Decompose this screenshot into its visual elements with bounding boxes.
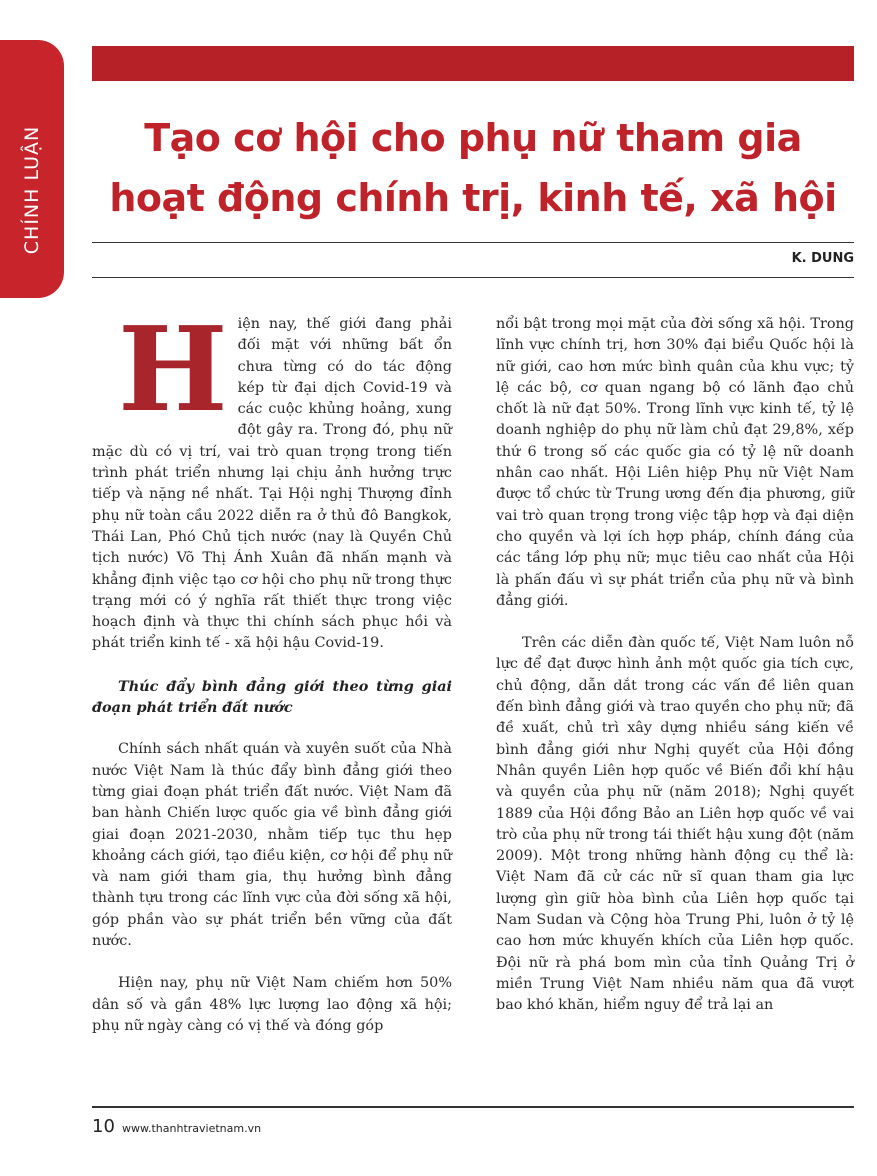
- paragraph-2: Chính sách nhất quán và xuyên suốt của Nhà nước Việt Nam là thúc đẩy bình đẳng giới theo từng giai đoạn phát triển đất nước. Việt Nam đã ban hành Chiến lược quốc gia về bình đẳng giới giai đoạn 2021-2030, nhằm tiếp tục thu hẹp khoảng cách giới, tạo điều kiện, cơ hội để phụ nữ và nam giới tham gia, thụ hưởng bình đẳng thành tựu trong các lĩnh vực của đời sống xã hội, góp phần vào sự phát triển bền vững của đất nước.: [92, 741, 452, 950]
- byline-rule-bottom: [92, 277, 854, 278]
- title-line-1: Tạo cơ hội cho phụ nữ tham gia: [144, 116, 802, 160]
- header-color-bar: [92, 46, 854, 81]
- intro-paragraph: [92, 302, 452, 655]
- section-label: CHÍNH LUẬN: [21, 125, 43, 255]
- title-line-2: hoạt động chính trị, kinh tế, xã hội: [109, 176, 837, 220]
- paragraph-3-continued: nổi bật trong mọi mặt của đời sống xã hội. Trong lĩnh vực chính trị, hơn 30% đại biểu Quốc hội là nữ giới, cao hơn mức bình quân của khu vực; tỷ lệ các bộ, cơ quan ngang bộ có lãnh đạo chủ chốt là nữ đạt 50%. Trong lĩnh vực kinh tế, tỷ lệ doanh nghiệp do phụ nữ làm chủ đạt 29,8%, xếp thứ 6 trong số các quốc gia có tỷ lệ nữ doanh nhân cao nhất. Hội Liên hiệp Phụ nữ Việt Nam được tổ chức từ Trung ương đến địa phương, giữ vai trò quan trọng trong việc tập hợp và đại diện cho quyền và lợi ích hợp pháp, chính đáng của các tầng lớp phụ nữ; mục tiêu cao nhất của Hội là phấn đấu vì sự phát triển của phụ nữ và bình đẳng giới.: [496, 316, 854, 609]
- article-column-left: [92, 302, 452, 1058]
- intro-text: iện nay, thế giới đang phải đối mặt với những bất ổn chưa từng có do tác động kép từ đại dịch Covid-19 và các cuộc khủng hoảng, xung đột gây ra. Trong đó, phụ nữ mặc dù có vị trí, vai trò quan trọng trong tiến trình phát triển nhưng lại chịu ảnh hưởng trực tiếp và nặng nề nhất. Tại Hội nghị Thượng đỉnh phụ nữ toàn cầu 2022 diễn ra ở thủ đô Bangkok, Thái Lan, Phó Chủ tịch nước (nay là Quyền Chủ tịch nước) Võ Thị Ánh Xuân đã nhấn mạnh và khẳng định việc tạo cơ hội cho phụ nữ trong thực trạng mới có ý nghĩa rất thiết thực trong việc hoạch định và thực thi chính sách phục hồi và phát triển kinh tế - xã hội hậu Covid-19.: [92, 316, 452, 652]
- footer-rule: [92, 1106, 854, 1108]
- paragraph-4: Trên các diễn đàn quốc tế, Việt Nam luôn nỗ lực để đạt được hình ảnh một quốc gia tích cực, chủ động, dẫn dắt trong các vấn đề liên quan đến bình đẳng giới và trao quyền cho phụ nữ; đã đề xuất, chủ trì xây dựng nhiều sáng kiến về bình đẳng giới như Nghị quyết của Hội đồng Nhân quyền Liên hợp quốc về Biến đổi khí hậu và quyền của phụ nữ (năm 2018); Nghị quyết 1889 của Hội đồng Bảo an Liên hợp quốc về vai trò của phụ nữ trong tái thiết hậu xung đột (năm 2009). Một trong những hành động cụ thể là: Việt Nam đã cử các nữ sĩ quan tham gia lực lượng gìn giữ hòa bình của Liên hợp quốc tại Nam Sudan và Cộng hòa Trung Phi, luôn ở tỷ lệ cao hơn mức khuyến khích của Liên hợp quốc. Đội nữ rà phá bom mìn của tỉnh Quảng Trị ở miền Trung Việt Nam nhiều năm qua đã vượt bao khó khăn, hiểm nguy để trả lại an: [496, 635, 854, 1014]
- section-subheading: Thúc đẩy bình đẳng giới theo từng giai đoạn phát triển đất nước: [92, 677, 452, 717]
- article-title: [92, 108, 854, 228]
- byline-rule-top: [92, 242, 854, 243]
- author-byline: K. DUNG: [791, 251, 854, 266]
- footer-website: www.thanhtravietnam.vn: [122, 1122, 262, 1135]
- page-number: 10: [92, 1116, 115, 1137]
- article-column-right: [496, 314, 854, 1038]
- paragraph-3: Hiện nay, phụ nữ Việt Nam chiếm hơn 50% dân số và gần 48% lực lượng lao động xã hội; phụ nữ ngày càng có vị thế và đóng góp: [92, 975, 452, 1034]
- drop-cap: H: [118, 302, 228, 438]
- section-tab: [0, 40, 64, 298]
